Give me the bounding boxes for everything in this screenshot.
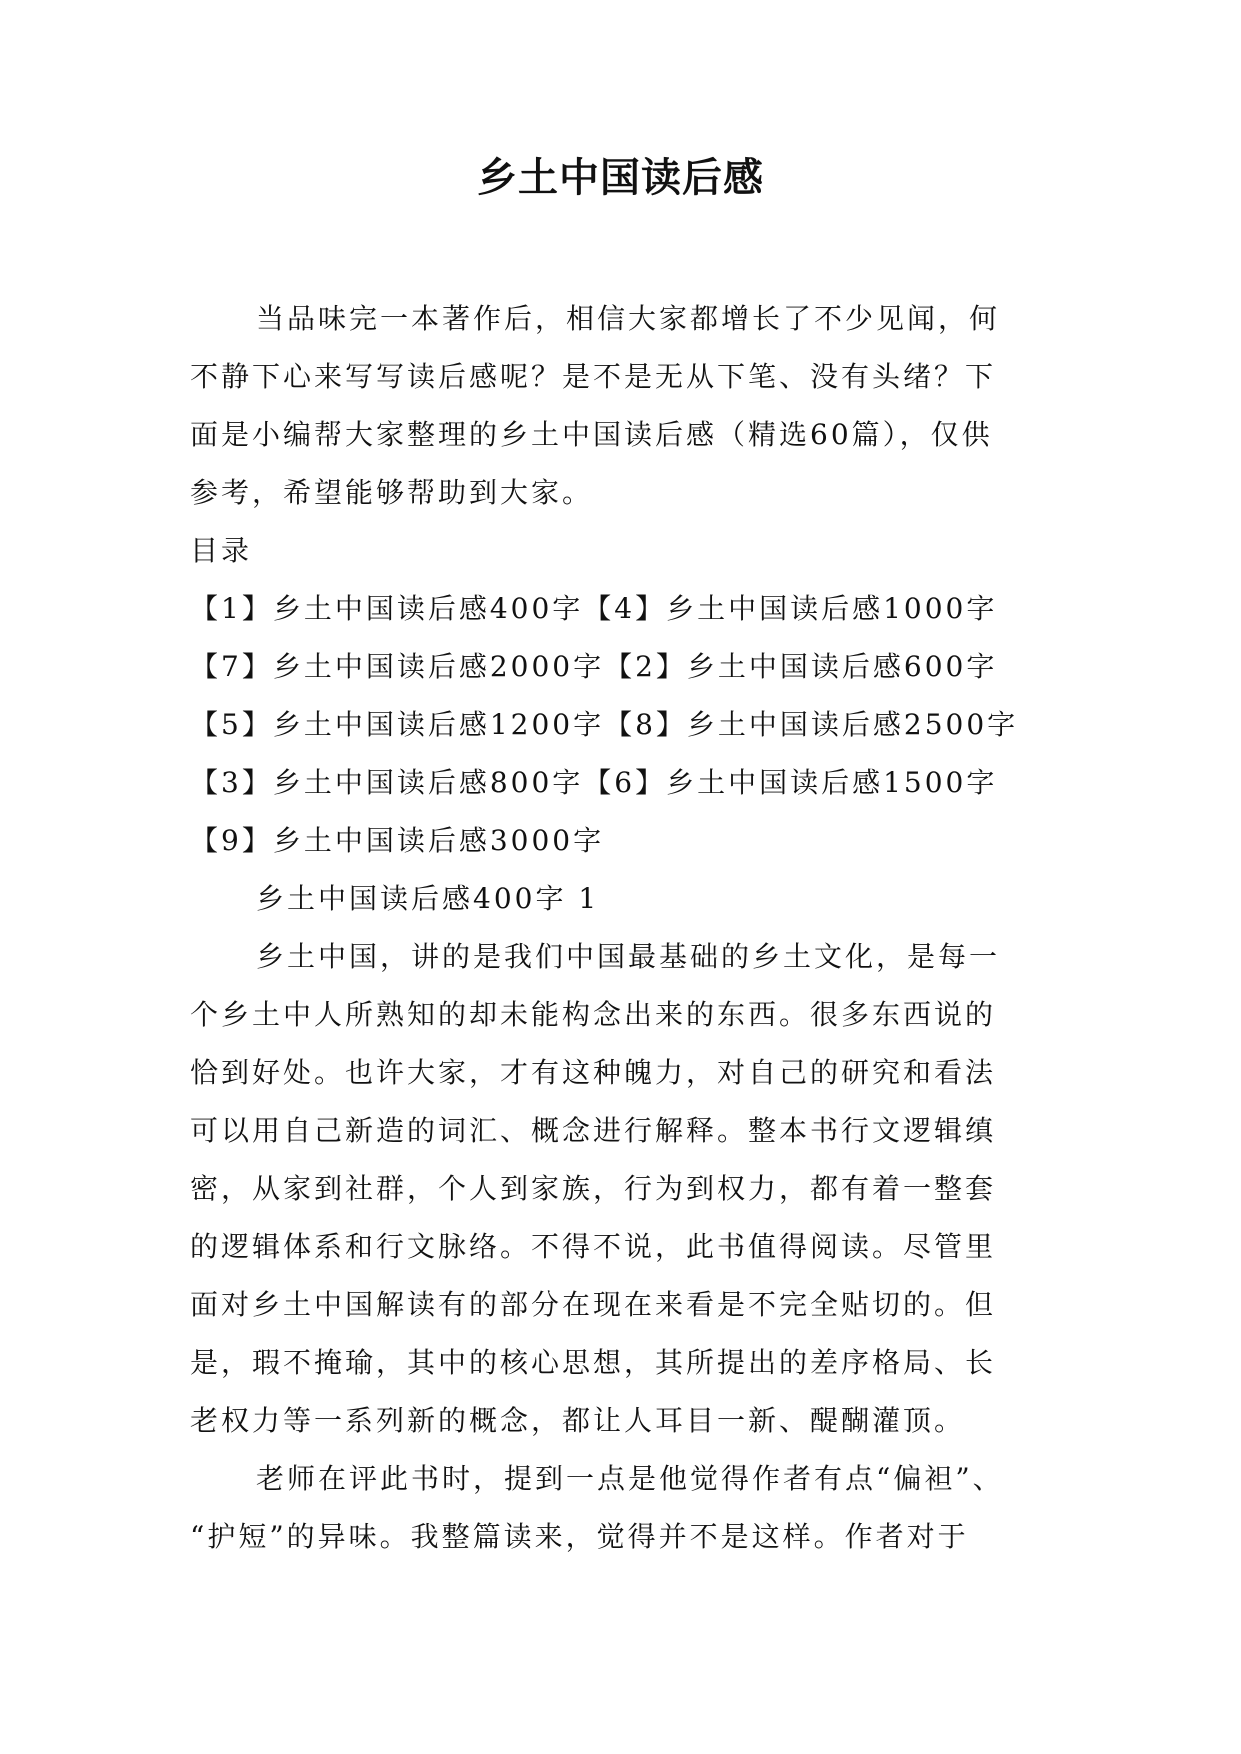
text-line: 【5】乡土中国读后感1200字【8】乡土中国读后感2500字 [190,708,1019,741]
document-body [190,290,1070,1566]
text-line: 恰到好处。也许大家，才有这种魄力，对自己的研究和看法 [190,1056,997,1089]
text-line: 不静下心来写写读后感呢？是不是无从下笔、没有头绪？下 [190,360,997,393]
text-line: 乡土中国读后感400字 1 [256,882,600,915]
text-line: 个乡土中人所熟知的却未能构念出来的东西。很多东西说的 [190,998,997,1031]
text-line: 可以用自己新造的词汇、概念进行解释。整本书行文逻辑缜 [190,1114,997,1147]
text-line: 参考，希望能够帮助到大家。 [190,476,594,509]
text-line: 乡土中国，讲的是我们中国最基础的乡土文化，是每一 [256,940,1001,973]
text-line: 【9】乡土中国读后感3000字 [190,824,605,857]
text-line: 面是小编帮大家整理的乡土中国读后感（精选60篇），仅供 [190,418,993,451]
text-line: 密，从家到社群，个人到家族，行为到权力，都有着一整套 [190,1172,997,1205]
text-line: 面对乡土中国解读有的部分在现在来看是不完全贴切的。但 [190,1288,997,1321]
text-line: 目录 [190,534,253,567]
document-title: 乡土中国读后感 [477,154,764,201]
text-line: 【3】乡土中国读后感800字【6】乡土中国读后感1500字 [190,766,998,799]
text-line: 当品味完一本著作后，相信大家都增长了不少见闻，何 [256,302,1001,335]
text-line: 老权力等一系列新的概念，都让人耳目一新、醍醐灌顶。 [190,1404,966,1437]
text-line: “护短”的异味。我整篇读来，觉得并不是这样。作者对于 [190,1520,969,1553]
text-line: 【7】乡土中国读后感2000字【2】乡土中国读后感600字 [190,650,998,683]
text-line: 【1】乡土中国读后感400字【4】乡土中国读后感1000字 [190,592,998,625]
text-line: 是，瑕不掩瑜，其中的核心思想，其所提出的差序格局、长 [190,1346,997,1379]
text-line: 老师在评此书时，提到一点是他觉得作者有点“偏袒”、 [256,1462,1004,1495]
text-line: 的逻辑体系和行文脉络。不得不说，此书值得阅读。尽管里 [190,1230,997,1263]
